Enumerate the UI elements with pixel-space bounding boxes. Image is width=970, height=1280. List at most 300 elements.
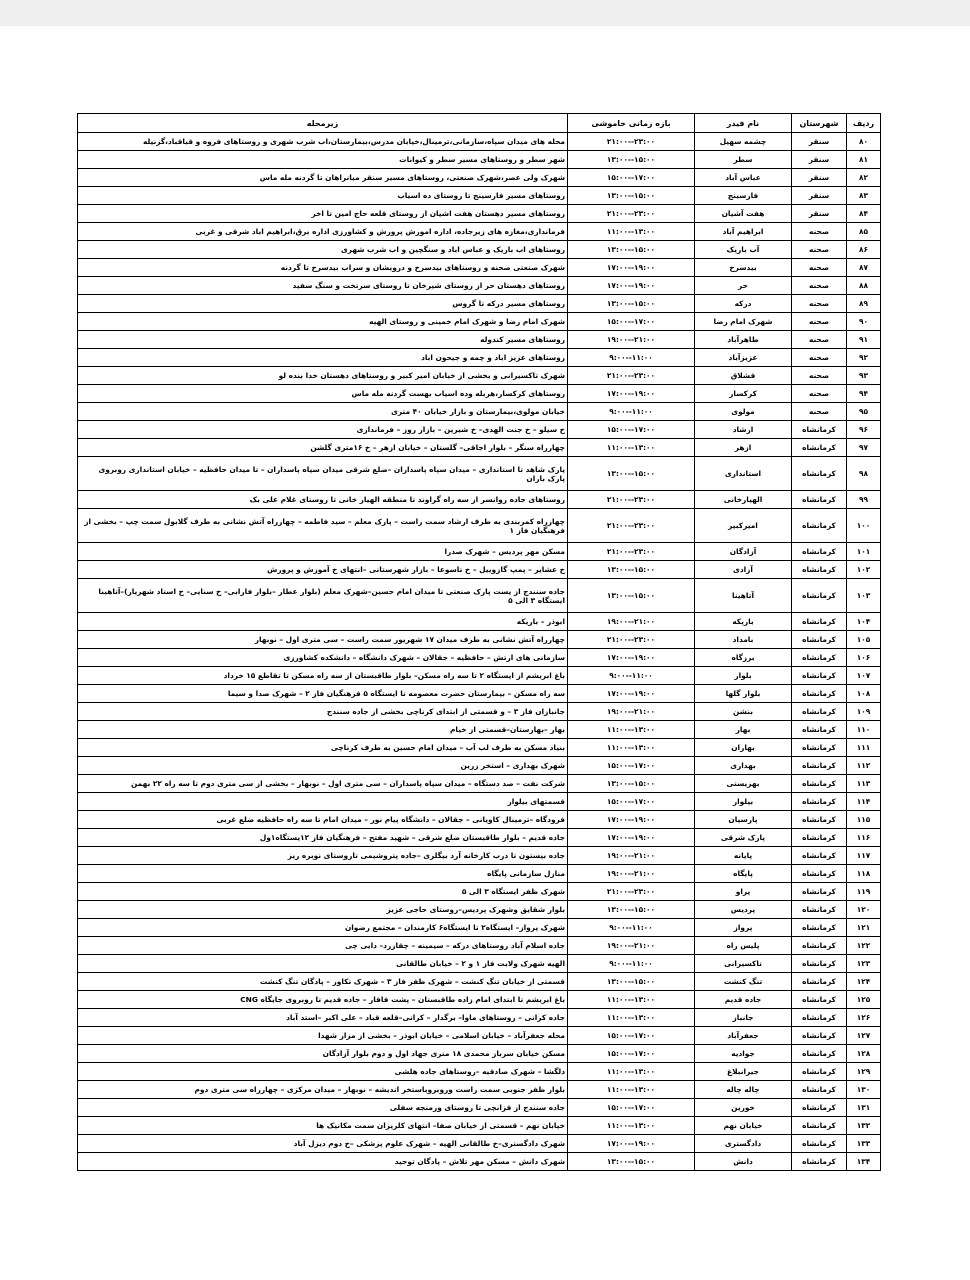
table-row — [78, 667, 881, 685]
area-cell: دلگشا – شهرک صادقیه –روستاهای جاده هلشی — [78, 1063, 568, 1081]
time-window-cell: ۱۵:۰۰--۱۷:۰۰ — [568, 313, 695, 331]
table-row — [78, 1009, 881, 1027]
feeder-cell: عباس آباد — [695, 169, 792, 187]
feeder-cell: هفت آشیان — [695, 205, 792, 223]
table-row — [78, 457, 881, 491]
time-window-cell: ۲۱:۰۰--۲۳:۰۰ — [568, 205, 695, 223]
area-cell: چهارراه آتش نشانی به طرف میدان ۱۷ شهریور سمت راست – سی متری اول – نوبهار — [78, 631, 568, 649]
time-window-cell: ۱۳:۰۰--۱۵:۰۰ — [568, 579, 695, 613]
row-number-cell: ۱۲۶ — [847, 1009, 881, 1027]
feeder-cell: کرکسار — [695, 385, 792, 403]
city-cell: کرمانشاه — [792, 1153, 847, 1171]
city-cell: کرمانشاه — [792, 1063, 847, 1081]
feeder-cell: باریکه — [695, 613, 792, 631]
time-window-cell: ۱۷:۰۰--۱۹:۰۰ — [568, 259, 695, 277]
city-cell: صحنه — [792, 403, 847, 421]
area-cell: شهرک ولی عصر،شهرک صنعتی، روستاهای مسیر سنقر میانراهان تا گردنه مله ماس — [78, 169, 568, 187]
table-row — [78, 865, 881, 883]
city-cell: کرمانشاه — [792, 919, 847, 937]
row-number-cell: ۸۶ — [847, 241, 881, 259]
table-row — [78, 259, 881, 277]
city-cell: کرمانشاه — [792, 739, 847, 757]
city-cell: کرمانشاه — [792, 1027, 847, 1045]
feeder-cell: عزیزآباد — [695, 349, 792, 367]
table-row — [78, 313, 881, 331]
feeder-cell: پایانه — [695, 847, 792, 865]
area-cell: خیابان مولوی،بیمارستان و بازار خیابان ۴۰ متری — [78, 403, 568, 421]
row-number-cell: ۱۲۱ — [847, 919, 881, 937]
row-number-cell: ۱۲۰ — [847, 901, 881, 919]
area-cell: جاده قدیم – بلوار طاقبستان ضلع شرقی – شهید مفتح – فرهنگیان فاز ۱۲یستگاه۱ول — [78, 829, 568, 847]
area-cell: جاده کرانی – روستاهای ماوا– برگدار – کرانی–قلعه قباد – علی اکبر –استد آباد — [78, 1009, 568, 1027]
row-number-cell: ۱۱۹ — [847, 883, 881, 901]
time-window-cell: ۹:۰۰--۱۱:۰۰ — [568, 667, 695, 685]
city-cell: کرمانشاه — [792, 1117, 847, 1135]
area-cell: روستاهای جاده روانسر از سه راه گراوند تا منطقه الهیار خانی تا روستای غلام علی بک — [78, 491, 568, 509]
table-row — [78, 937, 881, 955]
time-window-cell: ۱۹:۰۰--۲۱:۰۰ — [568, 865, 695, 883]
row-number-cell: ۸۳ — [847, 187, 881, 205]
row-number-cell: ۱۲۸ — [847, 1045, 881, 1063]
table-row — [78, 1153, 881, 1171]
header-area: زیرمحله — [78, 114, 568, 133]
header-row — [78, 114, 881, 133]
header-row-number: ردیف — [847, 114, 881, 133]
feeder-cell: خورین — [695, 1099, 792, 1117]
area-cell: روستاهای مسیر دهستان هفت اشیان از روستای قلعه حاج امین تا اخر — [78, 205, 568, 223]
time-window-cell: ۲۱:۰۰--۲۳:۰۰ — [568, 509, 695, 543]
feeder-cell: جیرانبلاغ — [695, 1063, 792, 1081]
table-row — [78, 1135, 881, 1153]
city-cell: کرمانشاه — [792, 721, 847, 739]
table-row — [78, 403, 881, 421]
row-number-cell: ۹۵ — [847, 403, 881, 421]
table-row — [78, 757, 881, 775]
table-row — [78, 613, 881, 631]
table-row — [78, 685, 881, 703]
time-window-cell: ۱۳:۰۰--۱۵:۰۰ — [568, 151, 695, 169]
feeder-cell: چاله چاله — [695, 1081, 792, 1099]
row-number-cell: ۹۸ — [847, 457, 881, 491]
feeder-cell: چشمه سهیل — [695, 133, 792, 151]
time-window-cell: ۱۵:۰۰--۱۷:۰۰ — [568, 793, 695, 811]
feeder-cell: بهداری — [695, 757, 792, 775]
table-row — [78, 739, 881, 757]
table-row — [78, 543, 881, 561]
time-window-cell: ۱۷:۰۰--۱۹:۰۰ — [568, 829, 695, 847]
time-window-cell: ۱۷:۰۰--۱۹:۰۰ — [568, 277, 695, 295]
city-cell: کرمانشاه — [792, 1081, 847, 1099]
row-number-cell: ۹۳ — [847, 367, 881, 385]
table-row — [78, 133, 881, 151]
table-row — [78, 277, 881, 295]
row-number-cell: ۱۳۴ — [847, 1153, 881, 1171]
row-number-cell: ۹۹ — [847, 491, 881, 509]
feeder-cell: ازهر — [695, 439, 792, 457]
time-window-cell: ۱۹:۰۰--۲۱:۰۰ — [568, 703, 695, 721]
feeder-cell: پارک شرقی — [695, 829, 792, 847]
table-body — [78, 133, 881, 1171]
city-cell: سنقر — [792, 205, 847, 223]
time-window-cell: ۱۱:۰۰--۱۳:۰۰ — [568, 1009, 695, 1027]
table-row — [78, 847, 881, 865]
feeder-cell: حر — [695, 277, 792, 295]
row-number-cell: ۱۲۵ — [847, 991, 881, 1009]
time-window-cell: ۱۵:۰۰--۱۷:۰۰ — [568, 757, 695, 775]
time-window-cell: ۱۱:۰۰--۱۳:۰۰ — [568, 1117, 695, 1135]
row-number-cell: ۱۳۳ — [847, 1135, 881, 1153]
area-cell: ابوذر – باریکه — [78, 613, 568, 631]
area-cell: روستاهای عزیز اباد و چمه و جیحون اباد — [78, 349, 568, 367]
row-number-cell: ۱۲۷ — [847, 1027, 881, 1045]
city-cell: صحنه — [792, 367, 847, 385]
feeder-cell: بامداد — [695, 631, 792, 649]
table-row — [78, 1099, 881, 1117]
row-number-cell: ۹۶ — [847, 421, 881, 439]
area-cell: فرمانداری،مغازه های زیرجاده، اداره امورش پرورش و کشاورزی اداره برق،ابراهیم اباد شرقی و غربی — [78, 223, 568, 241]
time-window-cell: ۱۳:۰۰--۱۵:۰۰ — [568, 901, 695, 919]
row-number-cell: ۱۲۳ — [847, 955, 881, 973]
area-cell: الهیه شهرک ولایت فاز ۱ و ۲ – خیابان طالقانی — [78, 955, 568, 973]
table-row — [78, 1045, 881, 1063]
city-cell: صحنه — [792, 259, 847, 277]
row-number-cell: ۱۰۰ — [847, 509, 881, 543]
city-cell: سنقر — [792, 151, 847, 169]
table-row — [78, 811, 881, 829]
row-number-cell: ۱۰۶ — [847, 649, 881, 667]
area-cell: شهرک بهداری – استخر زرین — [78, 757, 568, 775]
area-cell: شرکت نفت – صد دستگاه – میدان سپاه پاسداران – سی متری اول – نوبهار – بخشی از سی متری دوم تا سه راه ۲۲ بهمن — [78, 775, 568, 793]
city-cell: کرمانشاه — [792, 703, 847, 721]
row-number-cell: ۱۱۶ — [847, 829, 881, 847]
time-window-cell: ۲۱:۰۰--۲۳:۰۰ — [568, 883, 695, 901]
time-window-cell: ۱۳:۰۰--۱۵:۰۰ — [568, 1153, 695, 1171]
city-cell: کرمانشاه — [792, 439, 847, 457]
city-cell: صحنه — [792, 313, 847, 331]
feeder-cell: دانش — [695, 1153, 792, 1171]
city-cell: کرمانشاه — [792, 1045, 847, 1063]
city-cell: کرمانشاه — [792, 865, 847, 883]
city-cell: صحنه — [792, 277, 847, 295]
area-cell: شهرک تاکسیرانی و بخشی از خیابان امیر کبیر و روستاهای دهستان خدا بنده لو — [78, 367, 568, 385]
time-window-cell: ۱۷:۰۰--۱۹:۰۰ — [568, 1135, 695, 1153]
row-number-cell: ۱۰۱ — [847, 543, 881, 561]
time-window-cell: ۲۱:۰۰--۲۳:۰۰ — [568, 491, 695, 509]
feeder-cell: شهرک امام رضا — [695, 313, 792, 331]
table-row — [78, 205, 881, 223]
row-number-cell: ۱۲۴ — [847, 973, 881, 991]
area-cell: روستاهای کرکسار،هربله وده اسیاب بهست گردنه مله ماس — [78, 385, 568, 403]
feeder-cell: آب باریک — [695, 241, 792, 259]
time-window-cell: ۱۳:۰۰--۱۵:۰۰ — [568, 187, 695, 205]
feeder-cell: بهار — [695, 721, 792, 739]
time-window-cell: ۱۳:۰۰--۱۵:۰۰ — [568, 241, 695, 259]
feeder-cell: قشلاق — [695, 367, 792, 385]
table-row — [78, 1063, 881, 1081]
row-number-cell: ۱۱۰ — [847, 721, 881, 739]
area-cell: قسمتهای بیلوار — [78, 793, 568, 811]
area-cell: مسکن خیابان سرباز محمدی ۱۸ متری جهاد اول و دوم بلوار آزادگان — [78, 1045, 568, 1063]
row-number-cell: ۸۹ — [847, 295, 881, 313]
city-cell: کرمانشاه — [792, 937, 847, 955]
city-cell: کرمانشاه — [792, 901, 847, 919]
area-cell: چهارراه کمربندی به طرف ارشاد سمت راست – پارک معلم – سید فاطمه – چهارراه آتش نشانی به طرف گلابول سمت چپ – بخشی از فرهنگیان فاز ۱ — [78, 509, 568, 543]
area-cell: باغ ابریشم تا ابتدای امام زاده طاقبستان – پشت قاقار – جاده قدیم تا روبروی جایگاه CNG — [78, 991, 568, 1009]
city-cell: کرمانشاه — [792, 775, 847, 793]
area-cell: روستاهای مسیر درکه تا گروس — [78, 295, 568, 313]
city-cell: کرمانشاه — [792, 973, 847, 991]
city-cell: صحنه — [792, 349, 847, 367]
feeder-cell: الهیارخانی — [695, 491, 792, 509]
table-row — [78, 187, 881, 205]
table-row — [78, 151, 881, 169]
area-cell: شهرک امام رضا و شهرک امام خمینی و روستای الهیه — [78, 313, 568, 331]
row-number-cell: ۸۲ — [847, 169, 881, 187]
city-cell: کرمانشاه — [792, 613, 847, 631]
feeder-cell: سطر — [695, 151, 792, 169]
time-window-cell: ۱۵:۰۰--۱۷:۰۰ — [568, 1045, 695, 1063]
row-number-cell: ۱۰۵ — [847, 631, 881, 649]
time-window-cell: ۱۵:۰۰--۱۷:۰۰ — [568, 169, 695, 187]
time-window-cell: ۱۱:۰۰--۱۳:۰۰ — [568, 739, 695, 757]
row-number-cell: ۱۰۸ — [847, 685, 881, 703]
time-window-cell: ۱۷:۰۰--۱۹:۰۰ — [568, 685, 695, 703]
row-number-cell: ۱۱۸ — [847, 865, 881, 883]
feeder-cell: آزادگان — [695, 543, 792, 561]
city-cell: کرمانشاه — [792, 793, 847, 811]
city-cell: کرمانشاه — [792, 543, 847, 561]
feeder-cell: آزادی — [695, 561, 792, 579]
city-cell: صحنه — [792, 295, 847, 313]
row-number-cell: ۱۲۹ — [847, 1063, 881, 1081]
table-row — [78, 349, 881, 367]
feeder-cell: جعفرآباد — [695, 1027, 792, 1045]
city-cell: کرمانشاه — [792, 829, 847, 847]
area-cell: بنیاد مسکن به طرف لب آب – میدان امام حسین به طرف کرناچی — [78, 739, 568, 757]
area-cell: خ عشایر – پمپ گازوییل – خ تاسوعا – بازار شهرستانی –انتهای خ آموزش و پرورش — [78, 561, 568, 579]
city-cell: کرمانشاه — [792, 1099, 847, 1117]
feeder-cell: پراو — [695, 883, 792, 901]
city-cell: کرمانشاه — [792, 685, 847, 703]
feeder-cell: بنشن — [695, 703, 792, 721]
feeder-cell: پردیس — [695, 901, 792, 919]
city-cell: صحنه — [792, 331, 847, 349]
area-cell: شهرک پرواز– ایستگاه۲ تا ایستگاه۶ کارمندان – مجتمع رضوان — [78, 919, 568, 937]
row-number-cell: ۸۸ — [847, 277, 881, 295]
time-window-cell: ۹:۰۰--۱۱:۰۰ — [568, 919, 695, 937]
time-window-cell: ۱۹:۰۰--۲۱:۰۰ — [568, 331, 695, 349]
city-cell: کرمانشاه — [792, 561, 847, 579]
feeder-cell: برزگاه — [695, 649, 792, 667]
table-row — [78, 295, 881, 313]
table-row — [78, 775, 881, 793]
feeder-cell: جانباز — [695, 1009, 792, 1027]
row-number-cell: ۱۰۳ — [847, 579, 881, 613]
table-row — [78, 241, 881, 259]
feeder-cell: بیدسرخ — [695, 259, 792, 277]
time-window-cell: ۱۳:۰۰--۱۵:۰۰ — [568, 973, 695, 991]
city-cell: کرمانشاه — [792, 1135, 847, 1153]
table-row — [78, 955, 881, 973]
time-window-cell: ۲۱:۰۰--۲۳:۰۰ — [568, 367, 695, 385]
row-number-cell: ۱۱۱ — [847, 739, 881, 757]
time-window-cell: ۲۱:۰۰--۲۳:۰۰ — [568, 133, 695, 151]
feeder-cell: خیابان نهم — [695, 1117, 792, 1135]
area-cell: سه راه مسکن – بیمارستان حضرت معصومه تا ایستگاه ۵ فرهنگیان فاز ۲ – شهرک صدا و سیما — [78, 685, 568, 703]
table-row — [78, 991, 881, 1009]
city-cell: کرمانشاه — [792, 421, 847, 439]
table-row — [78, 491, 881, 509]
area-cell: شهرک دانش – مسکن مهر تلاش – پادگان توحید — [78, 1153, 568, 1171]
city-cell: صحنه — [792, 241, 847, 259]
city-cell: کرمانشاه — [792, 491, 847, 509]
feeder-cell: پلیس راه — [695, 937, 792, 955]
time-window-cell: ۱۱:۰۰--۱۳:۰۰ — [568, 991, 695, 1009]
area-cell: جاده اسلام آباد روستاهای درکه – سیمینه – چقازرد– دایی چی — [78, 937, 568, 955]
row-number-cell: ۱۰۷ — [847, 667, 881, 685]
table-row — [78, 631, 881, 649]
feeder-cell: مولوی — [695, 403, 792, 421]
header-city: شهرستان — [792, 114, 847, 133]
feeder-cell: فارسینج — [695, 187, 792, 205]
table-row — [78, 649, 881, 667]
row-number-cell: ۹۲ — [847, 349, 881, 367]
area-cell: بهار –بهارستان–قسمتی از خیام — [78, 721, 568, 739]
area-cell: خ سیلو – خ جنت الهدی– خ شیرین – بازار روز – فرمانداری — [78, 421, 568, 439]
area-cell: محله های میدان سپاه،سازمانی،ترمینال،خیابان مدرس،بیمارستان،اب شرب شهری و روستاهای فروه و قباقباد،گزنیله — [78, 133, 568, 151]
table-row — [78, 223, 881, 241]
feeder-cell: بهاران — [695, 739, 792, 757]
row-number-cell: ۹۰ — [847, 313, 881, 331]
feeder-cell: تاکسیرانی — [695, 955, 792, 973]
area-cell: مسکن مهر پردیس – شهرک صدرا — [78, 543, 568, 561]
row-number-cell: ۱۱۳ — [847, 775, 881, 793]
time-window-cell: ۹:۰۰--۱۱:۰۰ — [568, 403, 695, 421]
time-window-cell: ۱۹:۰۰--۲۱:۰۰ — [568, 937, 695, 955]
row-number-cell: ۱۱۷ — [847, 847, 881, 865]
area-cell: بلوار شقایق وشهرک پردیس–روستای حاجی عزیز — [78, 901, 568, 919]
table-row — [78, 421, 881, 439]
time-window-cell: ۹:۰۰--۱۱:۰۰ — [568, 955, 695, 973]
table-row — [78, 1081, 881, 1099]
time-window-cell: ۱۹:۰۰--۲۱:۰۰ — [568, 847, 695, 865]
area-cell: جانبازان فاز ۳ – و قسمتی از ابتدای کرناچی بخشی از جاده سنندج — [78, 703, 568, 721]
time-window-cell: ۱۳:۰۰--۱۵:۰۰ — [568, 561, 695, 579]
time-window-cell: ۱۷:۰۰--۱۹:۰۰ — [568, 385, 695, 403]
row-number-cell: ۱۱۲ — [847, 757, 881, 775]
feeder-cell: تنگ کنشت — [695, 973, 792, 991]
area-cell: شهرک صنعتی صحنه و روستاهای بیدسرخ و درویشان و سراب بیدسرخ تا گردنه — [78, 259, 568, 277]
city-cell: کرمانشاه — [792, 991, 847, 1009]
area-cell: سازمانی های ارتش – حافظیه – جقالان – شهرک دانشگاه – دانشکده کشاورزی — [78, 649, 568, 667]
table-row — [78, 973, 881, 991]
area-cell: باغ ابریشم از ایستگاه ۲ تا سه راه مسکن– بلوار طاقبستان از سه راه مسکن تا تقاطع ۱۵ خرداد — [78, 667, 568, 685]
row-number-cell: ۹۷ — [847, 439, 881, 457]
feeder-cell: بهزیستی — [695, 775, 792, 793]
feeder-cell: استانداری — [695, 457, 792, 491]
header-feeder: نام فیدر — [695, 114, 792, 133]
feeder-cell: پارسیان — [695, 811, 792, 829]
table-row — [78, 703, 881, 721]
time-window-cell: ۱۱:۰۰--۱۳:۰۰ — [568, 439, 695, 457]
feeder-cell: پرواز — [695, 919, 792, 937]
area-cell: روستاهای مسیر فارسینج تا روستای ده اسیاب — [78, 187, 568, 205]
row-number-cell: ۸۰ — [847, 133, 881, 151]
feeder-cell: امیرکبیر — [695, 509, 792, 543]
time-window-cell: ۱۱:۰۰--۱۳:۰۰ — [568, 1063, 695, 1081]
city-cell: کرمانشاه — [792, 457, 847, 491]
city-cell: کرمانشاه — [792, 579, 847, 613]
time-window-cell: ۱۵:۰۰--۱۷:۰۰ — [568, 1027, 695, 1045]
area-cell: پارک شاهد تا استانداری – میدان سپاه پاسداران –ضلع شرقی میدان سپاه پاسداران – تا میدان حافظیه – خیابان استانداری روبروی پارک باران — [78, 457, 568, 491]
table-row — [78, 509, 881, 543]
city-cell: کرمانشاه — [792, 509, 847, 543]
time-window-cell: ۱۱:۰۰--۱۳:۰۰ — [568, 721, 695, 739]
row-number-cell: ۱۰۲ — [847, 561, 881, 579]
row-number-cell: ۱۱۵ — [847, 811, 881, 829]
area-cell: جاده بیستون تا درب کارخانه آرد بیگلری –جاده پتروشیمی تاروستای نوبره ریز — [78, 847, 568, 865]
feeder-cell: بیلوار — [695, 793, 792, 811]
table-row — [78, 561, 881, 579]
time-window-cell: ۱۱:۰۰--۱۳:۰۰ — [568, 1081, 695, 1099]
row-number-cell: ۱۰۹ — [847, 703, 881, 721]
city-cell: کرمانشاه — [792, 631, 847, 649]
table-row — [78, 721, 881, 739]
city-cell: کرمانشاه — [792, 847, 847, 865]
feeder-cell: بلوار گلها — [695, 685, 792, 703]
feeder-cell: ارشاد — [695, 421, 792, 439]
area-cell: شهر سطر و روستاهای مسیر سطر و کیوانات — [78, 151, 568, 169]
time-window-cell: ۱۷:۰۰--۱۹:۰۰ — [568, 649, 695, 667]
table-row — [78, 883, 881, 901]
row-number-cell: ۸۴ — [847, 205, 881, 223]
time-window-cell: ۹:۰۰--۱۱:۰۰ — [568, 349, 695, 367]
feeder-cell: ابراهیم آباد — [695, 223, 792, 241]
table-row — [78, 829, 881, 847]
city-cell: کرمانشاه — [792, 1009, 847, 1027]
city-cell: سنقر — [792, 169, 847, 187]
time-window-cell: ۱۹:۰۰--۲۱:۰۰ — [568, 613, 695, 631]
row-number-cell: ۹۱ — [847, 331, 881, 349]
row-number-cell: ۸۷ — [847, 259, 881, 277]
table-row — [78, 901, 881, 919]
row-number-cell: ۱۳۲ — [847, 1117, 881, 1135]
feeder-cell: طاهرآباد — [695, 331, 792, 349]
outage-schedule-sheet — [77, 113, 880, 1171]
city-cell: کرمانشاه — [792, 649, 847, 667]
row-number-cell: ۹۴ — [847, 385, 881, 403]
area-cell: جاده سنندج از پست پارک صنعتی تا میدان امام حسین–شهرک معلم (بلوار عطار –بلوار فارابی– خ سنایی– خ استاد شهریار)–آتاهینا ایستگاه ۳ الی ۵ — [78, 579, 568, 613]
row-number-cell: ۸۵ — [847, 223, 881, 241]
city-cell: کرمانشاه — [792, 667, 847, 685]
time-window-cell: ۱۳:۰۰--۱۵:۰۰ — [568, 775, 695, 793]
time-window-cell: ۱۵:۰۰--۱۷:۰۰ — [568, 421, 695, 439]
table-row — [78, 579, 881, 613]
time-window-cell: ۱۵:۰۰--۱۷:۰۰ — [568, 1099, 695, 1117]
row-number-cell: ۱۱۴ — [847, 793, 881, 811]
row-number-cell: ۸۱ — [847, 151, 881, 169]
time-window-cell: ۱۱:۰۰--۱۳:۰۰ — [568, 223, 695, 241]
city-cell: صحنه — [792, 223, 847, 241]
area-cell: قسمتی از خیابان تنگ کنشت – شهرک ظفر فاز ۳ – شهرک تکاور – پادگان تنگ کنشت — [78, 973, 568, 991]
row-number-cell: ۱۲۲ — [847, 937, 881, 955]
row-number-cell: ۱۳۰ — [847, 1081, 881, 1099]
area-cell: روستاهای مسیر کندوله — [78, 331, 568, 349]
scan-top-band — [0, 0, 970, 26]
header-time-window: بازه زمانی خاموشی — [568, 114, 695, 133]
time-window-cell: ۲۱:۰۰--۲۳:۰۰ — [568, 631, 695, 649]
table-row — [78, 367, 881, 385]
